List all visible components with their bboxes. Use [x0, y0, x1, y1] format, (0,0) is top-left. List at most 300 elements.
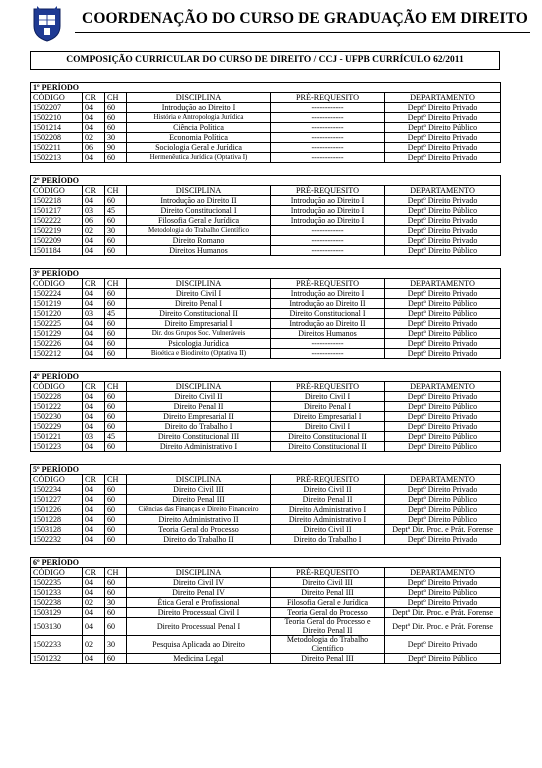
credits-cell: 04 — [83, 422, 105, 432]
credits-cell: 04 — [83, 654, 105, 664]
course-code-cell: 1502207 — [31, 103, 83, 113]
column-header: PRÉ-REQUESITO — [271, 382, 385, 392]
course-name-cell: Filosofia Geral e Jurídica — [127, 216, 271, 226]
course-code-cell: 1501221 — [31, 432, 83, 442]
column-header: DISCIPLINA — [127, 93, 271, 103]
course-code-cell: 1501223 — [31, 442, 83, 452]
hours-cell: 60 — [105, 392, 127, 402]
prerequisite-cell: ------------ — [271, 133, 385, 143]
table-row — [31, 442, 501, 452]
hours-cell: 60 — [105, 505, 127, 515]
hours-cell: 60 — [105, 103, 127, 113]
credits-cell: 04 — [83, 525, 105, 535]
column-header: DISCIPLINA — [127, 382, 271, 392]
hours-cell: 60 — [105, 515, 127, 525]
course-code-cell: 1502213 — [31, 153, 83, 163]
column-header: PRÉ-REQUESITO — [271, 93, 385, 103]
column-header: PRÉ-REQUESITO — [271, 279, 385, 289]
course-name-cell: Economia Política — [127, 133, 271, 143]
course-code-cell: 1503130 — [31, 618, 83, 636]
credits-cell: 04 — [83, 289, 105, 299]
course-code-cell: 1502219 — [31, 226, 83, 236]
column-header: CÓDIGO — [31, 568, 83, 578]
department-cell: Deptº Direito Privado — [385, 216, 501, 226]
credits-cell: 04 — [83, 103, 105, 113]
prerequisite-cell: Direito Constitucional II — [271, 432, 385, 442]
department-cell: Deptº Direito Público — [385, 329, 501, 339]
prerequisite-cell: ------------ — [271, 113, 385, 123]
department-cell: Deptº Dir. Proc. e Prát. Forense — [385, 608, 501, 618]
course-name-cell: Direito Romano — [127, 236, 271, 246]
department-cell: Deptº Direito Privado — [385, 133, 501, 143]
prerequisite-cell: Direitos Humanos — [271, 329, 385, 339]
hours-cell: 60 — [105, 412, 127, 422]
table-row — [31, 206, 501, 216]
prerequisite-cell: Direito Administrativo I — [271, 505, 385, 515]
prerequisite-cell: Direito Civil III — [271, 578, 385, 588]
department-cell: Deptº Direito Público — [385, 515, 501, 525]
department-cell: Deptº Direito Público — [385, 495, 501, 505]
hours-cell: 90 — [105, 143, 127, 153]
column-header: CÓDIGO — [31, 279, 83, 289]
prerequisite-cell: Filosofia Geral e Jurídica — [271, 598, 385, 608]
column-header: CR — [83, 93, 105, 103]
hours-cell: 60 — [105, 485, 127, 495]
period-table — [30, 175, 501, 256]
column-header: CR — [83, 382, 105, 392]
course-name-cell: Sociologia Geral e Jurídica — [127, 143, 271, 153]
credits-cell: 04 — [83, 412, 105, 422]
period-table — [30, 464, 501, 545]
prerequisite-cell: ------------ — [271, 246, 385, 256]
column-header: CR — [83, 475, 105, 485]
credits-cell: 03 — [83, 309, 105, 319]
hours-cell: 60 — [105, 495, 127, 505]
hours-cell: 60 — [105, 319, 127, 329]
course-name-cell: Metodologia do Trabalho Científico — [127, 226, 271, 236]
credits-cell: 04 — [83, 236, 105, 246]
course-code-cell: 1502234 — [31, 485, 83, 495]
column-header: DEPARTAMENTO — [385, 475, 501, 485]
course-code-cell: 1501228 — [31, 515, 83, 525]
course-code-cell: 1502212 — [31, 349, 83, 359]
prerequisite-cell: Metodologia do Trabalho Científico — [271, 636, 385, 654]
column-header: CÓDIGO — [31, 382, 83, 392]
department-cell: Deptº Direito Público — [385, 505, 501, 515]
credits-cell: 04 — [83, 588, 105, 598]
table-row — [31, 349, 501, 359]
department-cell: Deptº Direito Privado — [385, 196, 501, 206]
period-table — [30, 268, 501, 359]
hours-cell: 60 — [105, 525, 127, 535]
table-row — [31, 412, 501, 422]
credits-cell: 04 — [83, 153, 105, 163]
department-cell: Deptº Direito Privado — [385, 236, 501, 246]
column-header: CH — [105, 568, 127, 578]
credits-cell: 04 — [83, 299, 105, 309]
credits-cell: 04 — [83, 505, 105, 515]
course-code-cell: 1501226 — [31, 505, 83, 515]
column-header: CH — [105, 475, 127, 485]
course-name-cell: Direito Penal I — [127, 299, 271, 309]
department-cell: Deptº Direito Privado — [385, 103, 501, 113]
prerequisite-cell: Direito Civil II — [271, 525, 385, 535]
course-name-cell: Direito Penal IV — [127, 588, 271, 598]
department-cell: Deptº Direito Privado — [385, 535, 501, 545]
course-name-cell: Bioética e Biodireito (Optativa II) — [127, 349, 271, 359]
department-cell: Deptº Direito Privado — [385, 636, 501, 654]
prerequisite-cell: Direito Empresarial I — [271, 412, 385, 422]
curriculum-periods — [30, 82, 500, 676]
credits-cell: 04 — [83, 442, 105, 452]
course-code-cell: 1502228 — [31, 392, 83, 402]
period-title: 3º PERÍODO — [31, 269, 501, 279]
hours-cell: 60 — [105, 578, 127, 588]
department-cell: Deptº Direito Público — [385, 299, 501, 309]
column-header: CÓDIGO — [31, 475, 83, 485]
hours-cell: 30 — [105, 598, 127, 608]
table-row — [31, 485, 501, 495]
table-row — [31, 598, 501, 608]
course-name-cell: Dir. dos Grupos Soc. Vulneráveis — [127, 329, 271, 339]
department-cell: Deptº Direito Público — [385, 432, 501, 442]
course-name-cell: Psicologia Jurídica — [127, 339, 271, 349]
course-name-cell: Ciência Política — [127, 123, 271, 133]
course-name-cell: Medicina Legal — [127, 654, 271, 664]
table-row — [31, 402, 501, 412]
hours-cell: 60 — [105, 402, 127, 412]
course-code-cell: 1502225 — [31, 319, 83, 329]
period-table — [30, 82, 501, 163]
hours-cell: 30 — [105, 133, 127, 143]
course-name-cell: Ética Geral e Profissional — [127, 598, 271, 608]
column-header: CR — [83, 279, 105, 289]
course-name-cell: Direito Empresarial I — [127, 319, 271, 329]
prerequisite-cell: Introdução ao Direito I — [271, 289, 385, 299]
table-row — [31, 309, 501, 319]
department-cell: Deptº Direito Público — [385, 123, 501, 133]
column-header: CH — [105, 279, 127, 289]
prerequisite-cell: ------------ — [271, 349, 385, 359]
course-code-cell: 1502208 — [31, 133, 83, 143]
column-header: DEPARTAMENTO — [385, 186, 501, 196]
department-cell: Deptº Direito Privado — [385, 422, 501, 432]
course-name-cell: Direito Civil IV — [127, 578, 271, 588]
table-row — [31, 515, 501, 525]
prerequisite-cell: Teoria Geral do Processo e Direito Penal II — [271, 618, 385, 636]
department-cell: Deptº Direito Privado — [385, 349, 501, 359]
table-row — [31, 422, 501, 432]
prerequisite-cell: ------------ — [271, 143, 385, 153]
table-row — [31, 329, 501, 339]
prerequisite-cell: ------------ — [271, 103, 385, 113]
department-cell: Deptº Direito Público — [385, 402, 501, 412]
credits-cell: 04 — [83, 515, 105, 525]
credits-cell: 04 — [83, 485, 105, 495]
prerequisite-cell: Direito Penal II — [271, 495, 385, 505]
prerequisite-cell: Direito Penal I — [271, 402, 385, 412]
credits-cell: 04 — [83, 196, 105, 206]
column-header: CR — [83, 568, 105, 578]
period-title: 6º PERÍODO — [31, 558, 501, 568]
department-cell: Deptº Direito Privado — [385, 578, 501, 588]
credits-cell: 06 — [83, 216, 105, 226]
course-code-cell: 1501222 — [31, 402, 83, 412]
hours-cell: 60 — [105, 113, 127, 123]
department-cell: Deptº Direito Público — [385, 588, 501, 598]
table-row — [31, 133, 501, 143]
course-name-cell: Pesquisa Aplicada ao Direito — [127, 636, 271, 654]
hours-cell: 60 — [105, 442, 127, 452]
course-code-cell: 1501184 — [31, 246, 83, 256]
table-row — [31, 618, 501, 636]
table-row — [31, 495, 501, 505]
hours-cell: 60 — [105, 535, 127, 545]
prerequisite-cell: ------------ — [271, 123, 385, 133]
column-header: CH — [105, 382, 127, 392]
prerequisite-cell: Teoria Geral do Processo — [271, 608, 385, 618]
title-divider — [75, 32, 530, 33]
department-cell: Deptº Direito Público — [385, 654, 501, 664]
table-row — [31, 535, 501, 545]
column-header: DISCIPLINA — [127, 279, 271, 289]
table-row — [31, 339, 501, 349]
column-header: DEPARTAMENTO — [385, 382, 501, 392]
credits-cell: 02 — [83, 598, 105, 608]
credits-cell: 06 — [83, 143, 105, 153]
column-header: PRÉ-REQUESITO — [271, 186, 385, 196]
department-cell: Deptº Direito Privado — [385, 392, 501, 402]
course-code-cell: 1501220 — [31, 309, 83, 319]
course-name-cell: Direito Penal III — [127, 495, 271, 505]
department-cell: Deptº Dir. Proc. e Prát. Forense — [385, 525, 501, 535]
hours-cell: 60 — [105, 123, 127, 133]
course-code-cell: 1502211 — [31, 143, 83, 153]
credits-cell: 04 — [83, 246, 105, 256]
table-row — [31, 216, 501, 226]
prerequisite-cell: ------------ — [271, 236, 385, 246]
credits-cell: 02 — [83, 636, 105, 654]
prerequisite-cell: Direito Civil I — [271, 422, 385, 432]
course-name-cell: História e Antropologia Jurídica — [127, 113, 271, 123]
table-row — [31, 113, 501, 123]
course-code-cell: 1501214 — [31, 123, 83, 133]
hours-cell: 60 — [105, 299, 127, 309]
column-header: PRÉ-REQUESITO — [271, 475, 385, 485]
table-row — [31, 236, 501, 246]
column-header: DEPARTAMENTO — [385, 568, 501, 578]
period-title: 5º PERÍODO — [31, 465, 501, 475]
prerequisite-cell: Introdução ao Direito II — [271, 319, 385, 329]
table-row — [31, 103, 501, 113]
column-header: CH — [105, 186, 127, 196]
document-subtitle: COMPOSIÇÃO CURRICULAR DO CURSO DE DIREITO / CCJ - UFPB CURRÍCULO 62/2011 — [30, 51, 500, 70]
department-cell: Deptº Dir. Proc. e Prát. Forense — [385, 618, 501, 636]
document-title: COORDENAÇÃO DO CURSO DE GRADUAÇÃO EM DIREITO — [82, 10, 528, 27]
hours-cell: 30 — [105, 226, 127, 236]
course-name-cell: Hermenêutica Jurídica (Optativa I) — [127, 153, 271, 163]
department-cell: Deptº Direito Privado — [385, 319, 501, 329]
period-table — [30, 557, 501, 664]
course-code-cell: 1503129 — [31, 608, 83, 618]
course-code-cell: 1502232 — [31, 535, 83, 545]
credits-cell: 04 — [83, 618, 105, 636]
course-name-cell: Direito do Trabalho II — [127, 535, 271, 545]
department-cell: Deptº Direito Privado — [385, 339, 501, 349]
column-header: DEPARTAMENTO — [385, 279, 501, 289]
table-row — [31, 636, 501, 654]
course-code-cell: 1502235 — [31, 578, 83, 588]
hours-cell: 60 — [105, 339, 127, 349]
course-name-cell: Direito Constitucional III — [127, 432, 271, 442]
course-name-cell: Teoria Geral do Processo — [127, 525, 271, 535]
table-row — [31, 505, 501, 515]
course-code-cell: 1502238 — [31, 598, 83, 608]
prerequisite-cell: Introdução ao Direito I — [271, 216, 385, 226]
credits-cell: 04 — [83, 349, 105, 359]
course-code-cell: 1502209 — [31, 236, 83, 246]
table-row — [31, 143, 501, 153]
course-name-cell: Direito Administrativo I — [127, 442, 271, 452]
column-header: CÓDIGO — [31, 93, 83, 103]
department-cell: Deptº Direito Privado — [385, 113, 501, 123]
table-row — [31, 196, 501, 206]
column-header: DISCIPLINA — [127, 186, 271, 196]
course-code-cell: 1502218 — [31, 196, 83, 206]
course-name-cell: Direito Civil I — [127, 289, 271, 299]
column-header: DEPARTAMENTO — [385, 93, 501, 103]
course-code-cell: 1503128 — [31, 525, 83, 535]
department-cell: Deptº Direito Privado — [385, 598, 501, 608]
table-row — [31, 608, 501, 618]
course-code-cell: 1501219 — [31, 299, 83, 309]
table-row — [31, 654, 501, 664]
department-cell: Deptº Direito Privado — [385, 412, 501, 422]
course-code-cell: 1501232 — [31, 654, 83, 664]
course-name-cell: Direito do Trabalho I — [127, 422, 271, 432]
hours-cell: 60 — [105, 329, 127, 339]
credits-cell: 02 — [83, 226, 105, 236]
course-name-cell: Direito Civil III — [127, 485, 271, 495]
course-code-cell: 1501227 — [31, 495, 83, 505]
prerequisite-cell: Introdução ao Direito I — [271, 196, 385, 206]
hours-cell: 30 — [105, 636, 127, 654]
department-cell: Deptº Direito Privado — [385, 143, 501, 153]
credits-cell: 04 — [83, 402, 105, 412]
credits-cell: 03 — [83, 432, 105, 442]
hours-cell: 45 — [105, 432, 127, 442]
hours-cell: 60 — [105, 422, 127, 432]
hours-cell: 60 — [105, 608, 127, 618]
prerequisite-cell: ------------ — [271, 153, 385, 163]
course-code-cell: 1501229 — [31, 329, 83, 339]
table-row — [31, 578, 501, 588]
department-cell: Deptº Direito Público — [385, 246, 501, 256]
prerequisite-cell: ------------ — [271, 226, 385, 236]
department-cell: Deptº Direito Privado — [385, 153, 501, 163]
prerequisite-cell: Direito Penal III — [271, 654, 385, 664]
column-header: CR — [83, 186, 105, 196]
hours-cell: 60 — [105, 289, 127, 299]
department-cell: Deptº Direito Privado — [385, 289, 501, 299]
course-name-cell: Direito Constitucional I — [127, 206, 271, 216]
course-code-cell: 1502233 — [31, 636, 83, 654]
course-name-cell: Introdução ao Direito II — [127, 196, 271, 206]
hours-cell: 45 — [105, 206, 127, 216]
table-row — [31, 153, 501, 163]
credits-cell: 02 — [83, 133, 105, 143]
course-name-cell: Direito Civil II — [127, 392, 271, 402]
table-row — [31, 226, 501, 236]
table-row — [31, 289, 501, 299]
credits-cell: 04 — [83, 535, 105, 545]
column-header: DISCIPLINA — [127, 568, 271, 578]
course-code-cell: 1501233 — [31, 588, 83, 598]
course-code-cell: 1502230 — [31, 412, 83, 422]
prerequisite-cell: Direito do Trabalho I — [271, 535, 385, 545]
course-name-cell: Introdução ao Direito I — [127, 103, 271, 113]
course-code-cell: 1502229 — [31, 422, 83, 432]
hours-cell: 60 — [105, 216, 127, 226]
period-table — [30, 371, 501, 452]
prerequisite-cell: Direito Administrativo I — [271, 515, 385, 525]
column-header: CH — [105, 93, 127, 103]
column-header: CÓDIGO — [31, 186, 83, 196]
course-code-cell: 1502222 — [31, 216, 83, 226]
hours-cell: 60 — [105, 196, 127, 206]
credits-cell: 04 — [83, 113, 105, 123]
prerequisite-cell: Direito Constitucional II — [271, 442, 385, 452]
hours-cell: 45 — [105, 309, 127, 319]
hours-cell: 60 — [105, 246, 127, 256]
department-cell: Deptº Direito Público — [385, 442, 501, 452]
period-title: 4º PERÍODO — [31, 372, 501, 382]
hours-cell: 60 — [105, 349, 127, 359]
column-header: PRÉ-REQUESITO — [271, 568, 385, 578]
hours-cell: 60 — [105, 618, 127, 636]
course-code-cell: 1502224 — [31, 289, 83, 299]
credits-cell: 03 — [83, 206, 105, 216]
department-cell: Deptº Direito Privado — [385, 485, 501, 495]
prerequisite-cell: Introdução ao Direito II — [271, 299, 385, 309]
table-row — [31, 246, 501, 256]
table-row — [31, 123, 501, 133]
course-name-cell: Direito Processual Civil I — [127, 608, 271, 618]
prerequisite-cell: Direito Civil I — [271, 392, 385, 402]
table-row — [31, 588, 501, 598]
course-name-cell: Direito Penal II — [127, 402, 271, 412]
course-name-cell: Direitos Humanos — [127, 246, 271, 256]
table-row — [31, 299, 501, 309]
prerequisite-cell: Direito Penal III — [271, 588, 385, 598]
period-title: 1º PERÍODO — [31, 83, 501, 93]
table-row — [31, 432, 501, 442]
credits-cell: 04 — [83, 608, 105, 618]
period-title: 2º PERÍODO — [31, 176, 501, 186]
course-name-cell: Direito Constitucional II — [127, 309, 271, 319]
column-header: DISCIPLINA — [127, 475, 271, 485]
table-row — [31, 525, 501, 535]
course-code-cell: 1502226 — [31, 339, 83, 349]
course-code-cell: 1501217 — [31, 206, 83, 216]
credits-cell: 04 — [83, 578, 105, 588]
prerequisite-cell: Direito Constitucional I — [271, 309, 385, 319]
department-cell: Deptº Direito Privado — [385, 226, 501, 236]
credits-cell: 04 — [83, 123, 105, 133]
credits-cell: 04 — [83, 319, 105, 329]
table-row — [31, 392, 501, 402]
ufpb-logo-icon — [30, 6, 64, 42]
